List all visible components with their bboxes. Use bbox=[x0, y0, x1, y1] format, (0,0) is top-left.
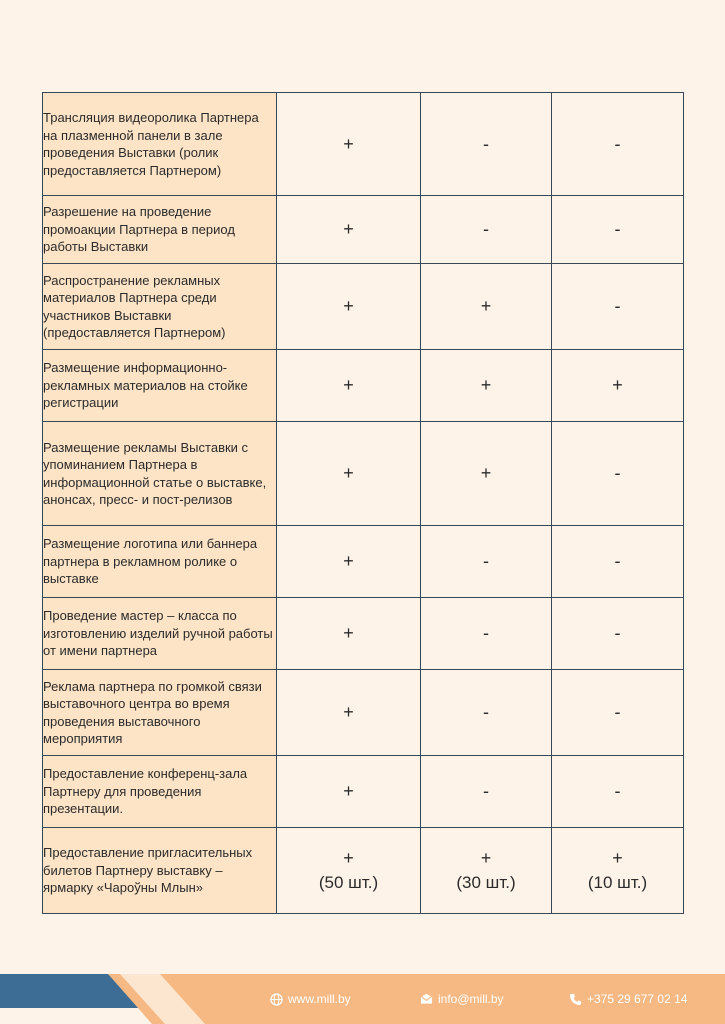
benefit-description: Размещение рекламы Выставки с упоминанием Партнера в информационной статье о выставке, анонсах, пресс- и пост-релизов bbox=[43, 422, 277, 526]
tier-2-mark: + bbox=[421, 350, 552, 422]
table-row bbox=[43, 828, 684, 914]
benefit-description: Предоставление конференц-зала Партнеру для проведения презентации. bbox=[43, 756, 277, 828]
phone-number[interactable]: +375 29 677 02 14 bbox=[587, 992, 688, 1006]
tier-2-mark: - bbox=[421, 93, 552, 196]
benefit-description: Трансляция видеоролика Партнера на плазменной панели в зале проведения Выставки (ролик предоставляется Партнером) bbox=[43, 93, 277, 196]
tier-1-mark: + bbox=[277, 598, 421, 670]
benefit-description: Предоставление пригласительных билетов Партнеру выставку – ярмарку «Чароўны Млын» bbox=[43, 828, 277, 914]
tier-1-mark: + bbox=[277, 670, 421, 756]
tier-1-mark: + bbox=[277, 350, 421, 422]
tier-1-mark: + bbox=[343, 848, 354, 868]
partner-benefits-table bbox=[42, 92, 684, 914]
tier-1-mark: + bbox=[277, 526, 421, 598]
website-link[interactable]: www.mill.by bbox=[288, 992, 351, 1006]
globe-icon bbox=[270, 993, 283, 1006]
envelope-icon bbox=[420, 993, 433, 1005]
tier-2-mark: + bbox=[421, 422, 552, 526]
table-row bbox=[43, 526, 684, 598]
footer-website[interactable] bbox=[270, 992, 351, 1006]
tier-3-mark: - bbox=[552, 756, 684, 828]
benefit-description: Распространение рекламных материалов Партнера среди участников Выставки (предоставляется Партнером) bbox=[43, 264, 277, 350]
footer-light-stripe bbox=[0, 1008, 152, 1024]
table-row bbox=[43, 264, 684, 350]
tier-3-mark: - bbox=[552, 264, 684, 350]
tier-2-mark: - bbox=[421, 670, 552, 756]
tier-2-cell bbox=[421, 828, 552, 914]
tier-3-mark: - bbox=[552, 526, 684, 598]
table-row bbox=[43, 756, 684, 828]
tier-3-mark: - bbox=[552, 670, 684, 756]
tier-1-mark: + bbox=[277, 422, 421, 526]
tier-3-mark: - bbox=[552, 422, 684, 526]
tier-1-quantity: (50 шт.) bbox=[318, 873, 379, 892]
tier-2-mark: - bbox=[421, 756, 552, 828]
tier-2-mark: - bbox=[421, 196, 552, 264]
tier-3-mark: - bbox=[552, 196, 684, 264]
benefit-description: Размещение информационно-рекламных материалов на стойке регистрации bbox=[43, 350, 277, 422]
tier-1-mark: + bbox=[277, 196, 421, 264]
tier-2-mark: + bbox=[421, 264, 552, 350]
tier-2-quantity: (30 шт.) bbox=[456, 873, 516, 892]
tier-2-mark: - bbox=[421, 526, 552, 598]
tier-1-cell bbox=[277, 828, 421, 914]
benefit-description: Реклама партнера по громкой связи выставочного центра во время проведения выставочного мероприятия bbox=[43, 670, 277, 756]
tier-3-mark: - bbox=[552, 93, 684, 196]
tier-2-mark: + bbox=[480, 848, 492, 868]
tier-1-mark: + bbox=[277, 756, 421, 828]
phone-icon bbox=[569, 993, 582, 1006]
email-link[interactable]: info@mill.by bbox=[438, 992, 504, 1006]
table-row bbox=[43, 196, 684, 264]
tier-3-cell bbox=[552, 828, 684, 914]
tier-1-mark: + bbox=[277, 264, 421, 350]
table-row bbox=[43, 422, 684, 526]
tier-3-mark: - bbox=[552, 598, 684, 670]
tier-1-mark: + bbox=[277, 93, 421, 196]
table-row bbox=[43, 670, 684, 756]
table-row bbox=[43, 350, 684, 422]
tier-2-mark: - bbox=[421, 598, 552, 670]
table-row bbox=[43, 598, 684, 670]
footer-phone[interactable] bbox=[569, 992, 687, 1006]
table-row bbox=[43, 93, 684, 196]
benefit-description: Размещение логотипа или баннера партнера в рекламном ролике о выставке bbox=[43, 526, 277, 598]
footer-email[interactable] bbox=[420, 992, 504, 1006]
benefit-description: Разрешение на проведение промоакции Партнера в период работы Выставки bbox=[43, 196, 277, 264]
benefit-description: Проведение мастер – класса по изготовлению изделий ручной работы от имени партнера bbox=[43, 598, 277, 670]
tier-3-mark: + bbox=[552, 350, 684, 422]
tier-3-quantity: (10 шт.) bbox=[587, 873, 648, 892]
tier-3-mark: + bbox=[612, 848, 623, 868]
